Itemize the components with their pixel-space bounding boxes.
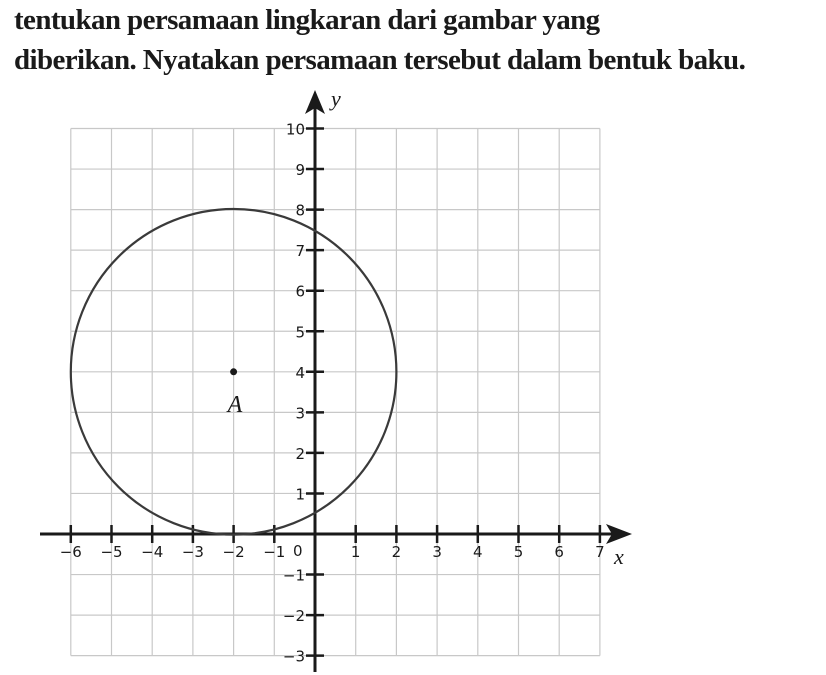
- y-tick-label: 9: [295, 161, 305, 180]
- x-tick-label: −6: [59, 543, 82, 561]
- y-tick-label: 4: [295, 363, 305, 382]
- y-tick-label: 8: [295, 201, 305, 220]
- y-tick-label: −3: [282, 647, 305, 666]
- x-tick-label: 7: [595, 543, 605, 561]
- x-tick-label: 5: [513, 543, 524, 561]
- y-axis-label: y: [331, 86, 341, 111]
- x-axis: [40, 524, 632, 544]
- y-tick-label: 2: [295, 444, 305, 463]
- x-tick-label: −5: [100, 543, 123, 561]
- y-tick-label: 5: [295, 323, 305, 342]
- x-tick-label: 1: [350, 543, 361, 561]
- x-tick-label: 6: [554, 543, 564, 561]
- center-point-a: [230, 368, 237, 375]
- y-tick-label: 6: [295, 282, 305, 301]
- x-tick-label: −3: [181, 543, 204, 561]
- y-tick-label: 10: [285, 120, 305, 139]
- x-tick-label: −2: [222, 543, 245, 561]
- tick-labels: [60, 121, 605, 666]
- y-axis: [305, 90, 325, 672]
- grid-lines: [71, 129, 600, 656]
- origin-label: 0: [293, 542, 303, 560]
- x-tick-label: −4: [141, 543, 164, 561]
- axis-ticks: [71, 129, 600, 656]
- y-tick-label: −1: [282, 566, 305, 585]
- y-tick-label: 3: [295, 404, 305, 423]
- x-tick-label: 3: [432, 543, 442, 561]
- x-tick-label: 2: [391, 543, 402, 561]
- y-tick-label: −2: [282, 607, 305, 626]
- question-line-1: tentukan persamaan lingkaran dari gambar yang: [14, 4, 600, 36]
- y-tick-label: 7: [295, 242, 305, 261]
- x-tick-label: −1: [263, 543, 286, 561]
- x-axis-label: x: [614, 544, 624, 569]
- point-a-label: A: [227, 391, 243, 418]
- question-line-2: diberikan. Nyatakan persamaan tersebut dalam bentuk baku.: [14, 44, 746, 76]
- y-tick-label: 1: [295, 485, 305, 504]
- x-tick-label: 4: [473, 543, 483, 561]
